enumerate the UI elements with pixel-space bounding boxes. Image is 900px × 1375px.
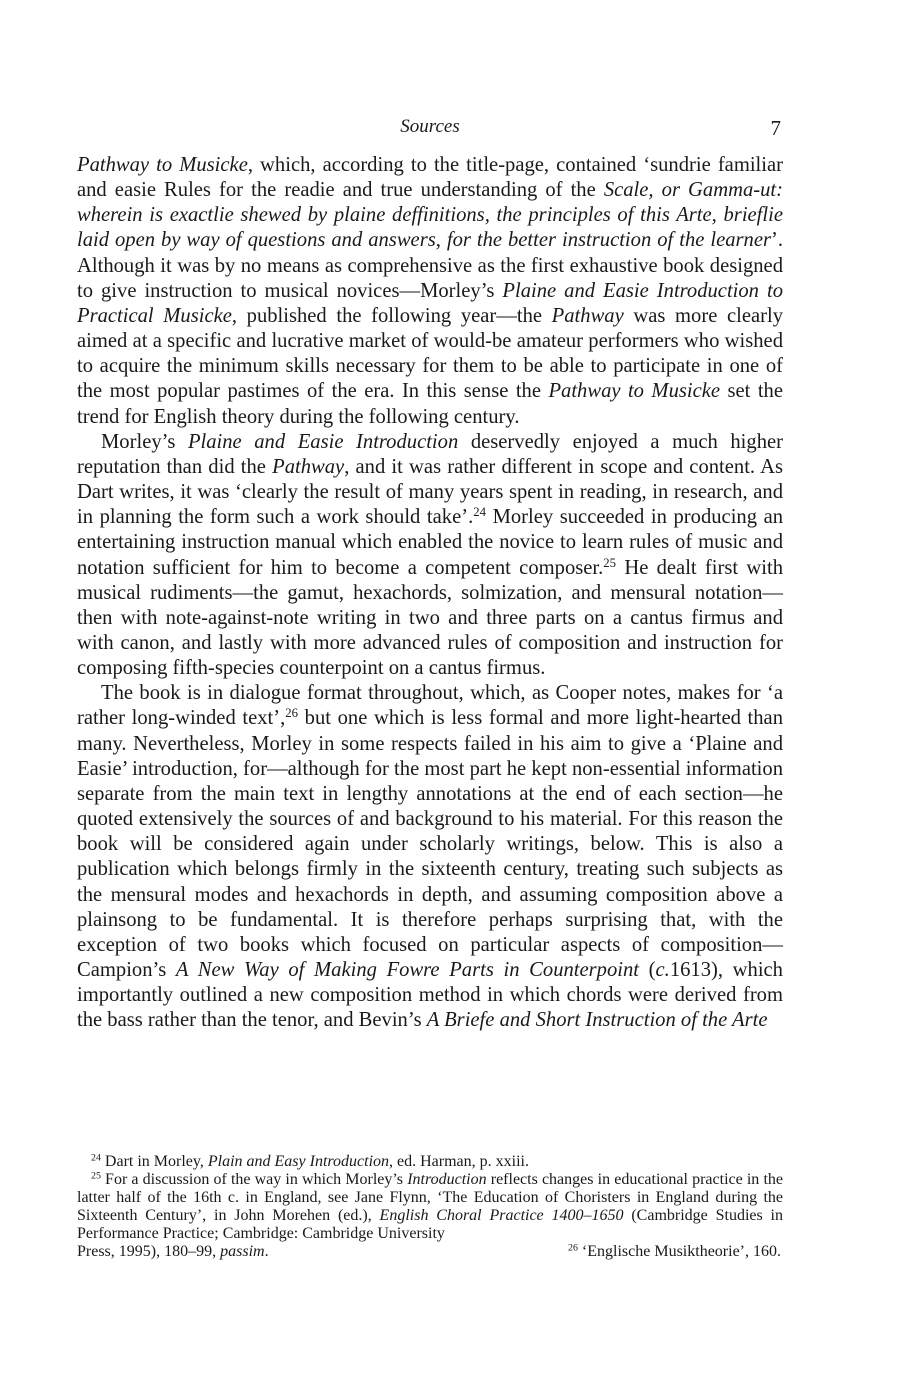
paragraph bbox=[77, 430, 783, 682]
paragraph bbox=[77, 681, 783, 1033]
text-run: Morley’s bbox=[101, 430, 188, 453]
text-run: (Cambridge Studies in Performance Practice; Cambridge: Cambridge University bbox=[77, 1207, 784, 1243]
paragraph bbox=[77, 153, 783, 430]
text-run: reflects changes in educational practice in the latter half of the 16th c. in England, see Jane Flynn, ‘The Education of Choristers in England during the Sixteenth Century’, in John Morehen (ed.), bbox=[77, 1171, 783, 1225]
text-run: set the trend for English theory during the following century. bbox=[77, 380, 783, 428]
body-text bbox=[77, 153, 783, 1033]
footnote-26 bbox=[568, 1243, 783, 1261]
footnote-ref: 26 bbox=[285, 706, 299, 721]
text-run: but one which is less formal and more light-hearted than many. Nevertheless, Morley in some respects failed in his aim to give a ‘Plaine and Easie’ introduction, for—although for the most part he kept non-essential information separate from the main text in lengthy annotations at the end of each section—he quoted extensively the sources of and background to his material. For this reason the book will be considered again under scholarly writings, below. This is also a publication which belongs firmly in the sixteenth century, treating such subjects as the mensural modes and hexachords in depth, and assuming composition above a plainsong to be fundamental. It is therefore perhaps surprising that, with the exception of two books which focused on particular aspects of composition—Campion’s bbox=[77, 707, 783, 981]
italic-title: passim bbox=[220, 1243, 265, 1261]
italic-title: c. bbox=[655, 959, 670, 981]
text-run: ( bbox=[639, 959, 656, 981]
italic-title: Plaine and Easie Introduction to Practical Musicke bbox=[77, 279, 783, 327]
footnote-number: 25 bbox=[91, 1170, 101, 1182]
footnote-number: 24 bbox=[91, 1152, 101, 1164]
italic-title: A Briefe and Short Instruction of the Arte bbox=[426, 1009, 768, 1032]
page-number: 7 bbox=[770, 116, 781, 140]
italic-title: A New Way of Making Fowre Parts in Counterpoint bbox=[175, 959, 639, 981]
footnote-ref: 24 bbox=[473, 505, 486, 520]
footnote-25 bbox=[77, 1171, 783, 1243]
italic-title: Pathway bbox=[272, 455, 345, 478]
italic-title: Plaine and Easie Introduction bbox=[187, 430, 459, 453]
text-run: Dart in Morley, bbox=[100, 1153, 208, 1170]
footnote-25-last-line bbox=[77, 1243, 269, 1261]
text-run: The book is in dialogue format throughout, which, as Cooper notes, makes for ‘a rather long-winded text’, bbox=[77, 682, 783, 730]
text-run: deservedly enjoyed a much higher reputation than did the bbox=[77, 430, 783, 478]
text-run: , which, according to the title-page, contained ‘sundrie familiar and easie Rules for the readie and true understanding of the bbox=[77, 154, 783, 202]
text-run: Press, 1995), 180–99, bbox=[77, 1243, 221, 1261]
text-run: , ed. Harman, p. xxiii. bbox=[389, 1153, 529, 1170]
footnote-25-last-line-and-footnote-26 bbox=[77, 1243, 783, 1261]
italic-title: Pathway bbox=[551, 304, 624, 327]
footnote-24 bbox=[77, 1153, 783, 1171]
text-run: ’. Although it was by no means as comprehensive as the first exhaustive book designed to give instruction to musical novices—Morley’s bbox=[77, 229, 783, 302]
running-head-title: Sources bbox=[400, 116, 460, 137]
italic-title: English Choral Practice 1400–1650 bbox=[379, 1207, 624, 1225]
running-head bbox=[77, 116, 783, 144]
italic-title: Introduction bbox=[407, 1171, 487, 1189]
italic-title: Pathway to Musicke bbox=[548, 380, 721, 403]
italic-title: Scale, or Gamma-ut: wherein is exactlie shewed by plaine deffinitions, the principles of this Arte, brieflie laid open by way of questions and answers, for the better instruction of the learner bbox=[77, 179, 783, 252]
text-run: . bbox=[264, 1243, 269, 1261]
text-run: , and it was rather different in scope and content. As Dart writes, it was ‘clearly the result of many years spent in reading, in research, and in planning the form such a work should take’. bbox=[77, 455, 783, 529]
text-run: 1613), which importantly outlined a new composition method in which chords were derived from the bass rather than the tenor, and Bevin’s bbox=[77, 959, 783, 1032]
footnote-ref: 25 bbox=[603, 555, 617, 570]
text-run: He dealt first with musical rudiments—the gamut, hexachords, solmization, and mensural notation—then with note-against-note writing in two and three parts on a cantus firmus and with canon, and lastly with more advanced rules of composition and instruction for composing fifth-species counterpoint on a cantus firmus. bbox=[77, 556, 783, 680]
text-run: was more clearly aimed at a specific and lucrative market of would-be amateur performers who wished to acquire the minimum skills necessary for them to be able to participate in one of the most popular pastimes of the era. In this sense the bbox=[77, 304, 783, 403]
italic-title: Pathway to Musicke bbox=[77, 154, 248, 176]
italic-title: Plain and Easy Introduction bbox=[207, 1153, 390, 1170]
text-run: , published the following year—the bbox=[231, 304, 552, 327]
text-run: For a discussion of the way in which Morley’s bbox=[100, 1171, 408, 1189]
text-run: Morley succeeded in producing an entertaining instruction manual which enabled the novice to learn rules of music and notation sufficient for him to become a competent composer. bbox=[77, 506, 784, 579]
footnote-26-number: 26 bbox=[568, 1243, 578, 1255]
footnote-26-text: ‘Englische Musiktheorie’, 160. bbox=[577, 1243, 781, 1261]
footnotes bbox=[77, 1153, 783, 1262]
